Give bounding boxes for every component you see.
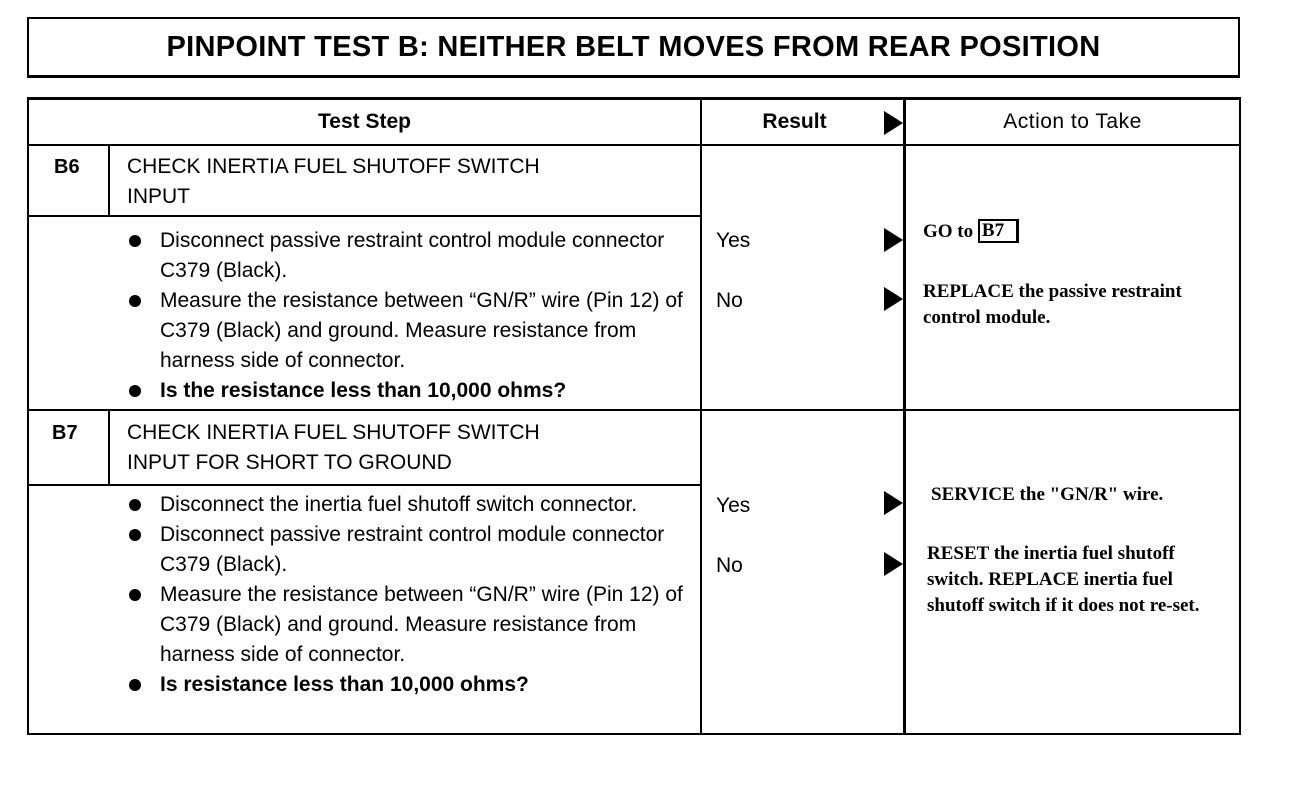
header-test-step: Test Step [318, 110, 411, 133]
step-id-b6: B6 [54, 156, 80, 178]
action-b6-no: REPLACE the passive restraint control module. [923, 281, 1182, 328]
step-b7-instructions [126, 490, 696, 700]
arrow-icon [884, 228, 903, 252]
step-title-b7: CHECK INERTIA FUEL SHUTOFF SWITCH INPUT FOR SHORT TO GROUND [127, 421, 540, 474]
list-item: Disconnect passive restraint control module connector C379 (Black). [126, 520, 696, 580]
result-yes-b6: Yes [716, 229, 751, 252]
header-result: Result [762, 110, 827, 133]
list-item: Disconnect the inertia fuel shutoff switch connector. [126, 490, 696, 520]
list-item: Is resistance less than 10,000 ohms? [126, 670, 696, 700]
action-b7-yes: SERVICE the "GN/R" wire. [931, 484, 1164, 505]
list-item: Measure the resistance between “GN/R” wire (Pin 12) of C379 (Black) and ground. Measure resistance from harness side of connector. [126, 286, 696, 376]
action-b7-no: RESET the inertia fuel shutoff switch. REPLACE inertia fuel shutoff switch if it does not re-set. [927, 543, 1200, 616]
header-action: Action to Take [1003, 110, 1142, 133]
action-b6-yes: GO to B7 [923, 219, 1019, 245]
step-id-b7: B7 [52, 422, 78, 444]
list-item: Measure the resistance between “GN/R” wire (Pin 12) of C379 (Black) and ground. Measure resistance from harness side of connector. [126, 580, 696, 670]
step-b6-instructions [126, 226, 696, 406]
step-reference-link[interactable]: B7 [978, 219, 1019, 243]
arrow-icon [884, 287, 903, 311]
step-title-b6: CHECK INERTIA FUEL SHUTOFF SWITCH INPUT [127, 155, 540, 208]
result-yes-b7: Yes [716, 494, 751, 517]
result-no-b6: No [716, 289, 743, 312]
list-item: Is the resistance less than 10,000 ohms? [126, 376, 696, 406]
arrow-icon [884, 491, 903, 515]
arrow-icon [884, 111, 903, 135]
arrow-icon [884, 552, 903, 576]
list-item: Disconnect passive restraint control module connector C379 (Black). [126, 226, 696, 286]
page-title: PINPOINT TEST B: NEITHER BELT MOVES FROM REAR POSITION [27, 17, 1240, 78]
result-no-b7: No [716, 554, 743, 577]
